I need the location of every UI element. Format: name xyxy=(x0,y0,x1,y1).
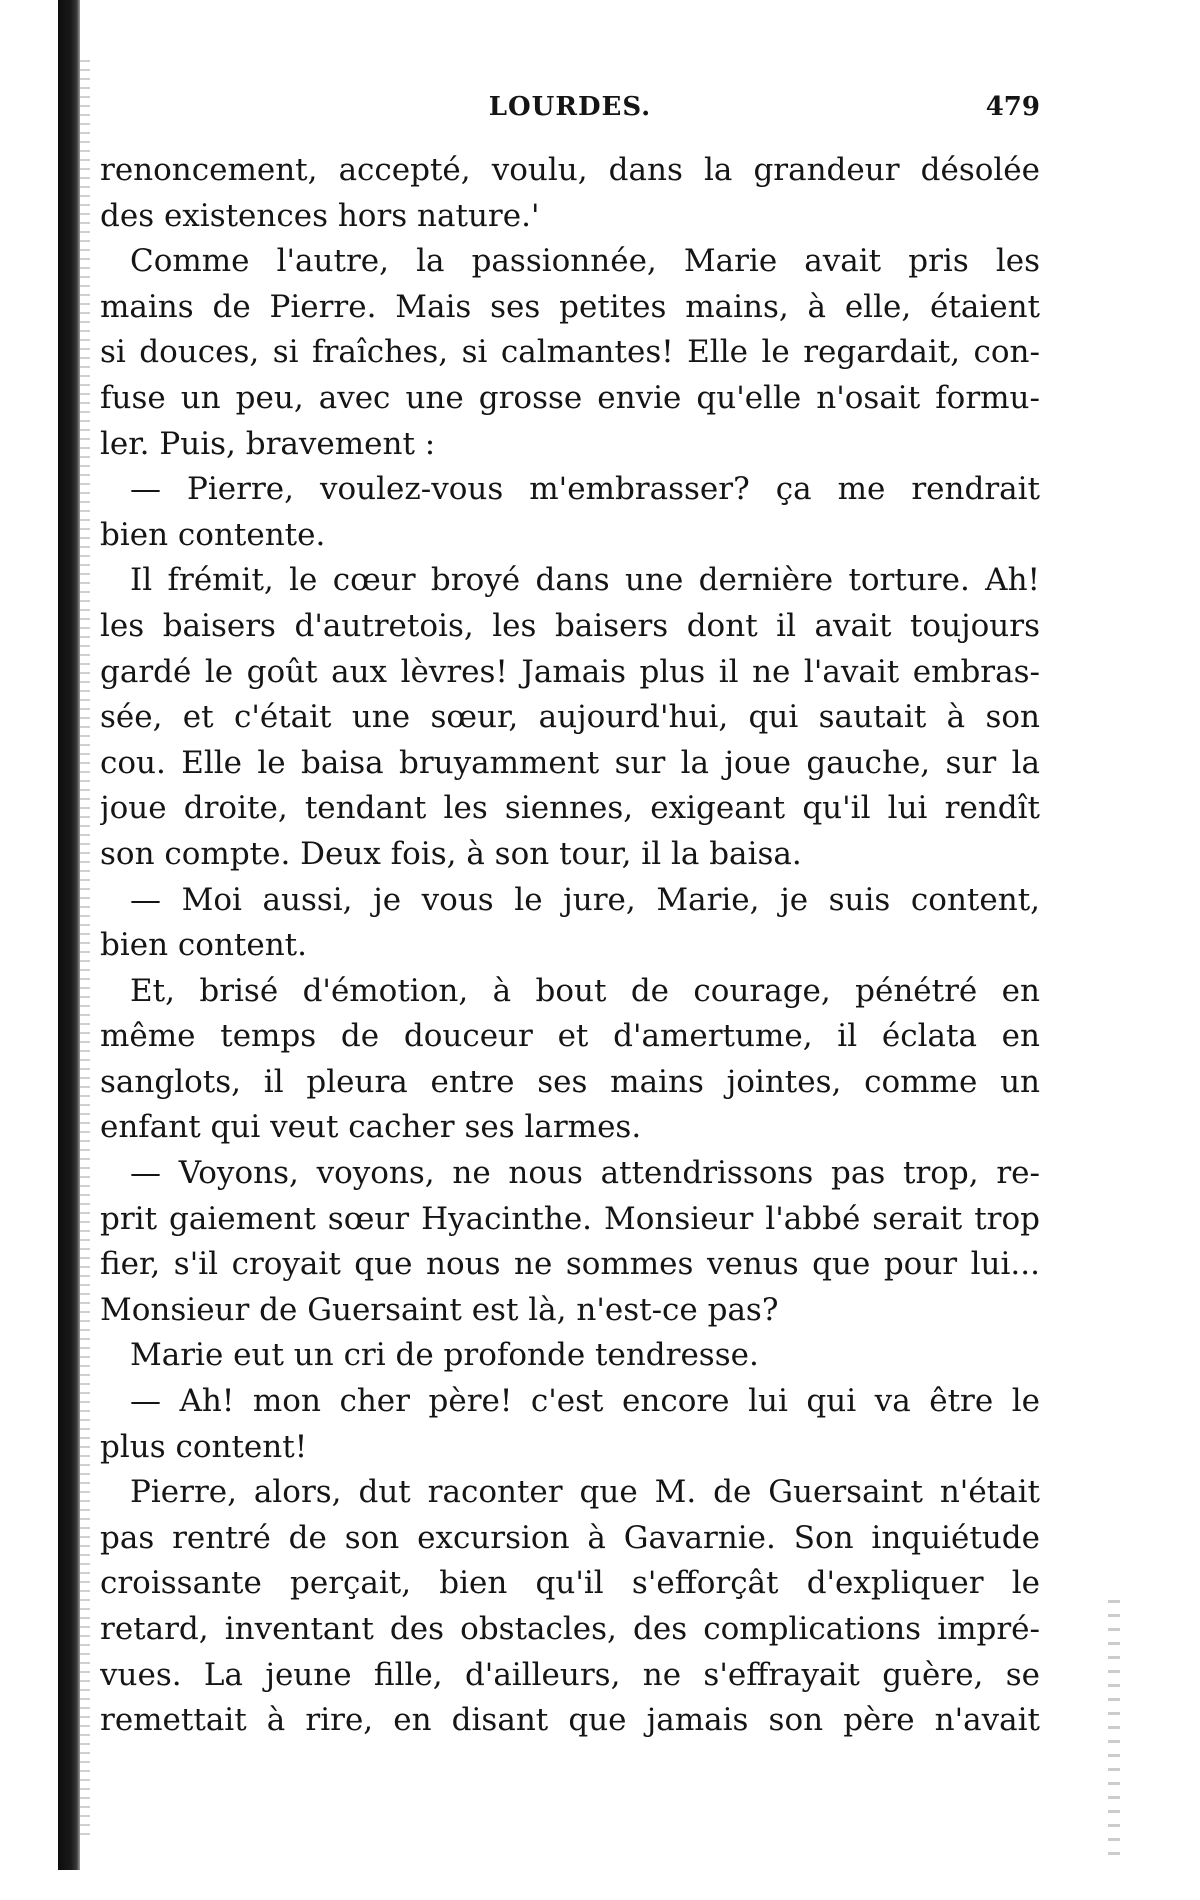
text-line: Pierre, alors, dut raconter que M. de Guersaint n'était xyxy=(130,1474,1040,1511)
text-line: des existences hors nature.' xyxy=(100,197,540,234)
text-line: enfant qui veut cacher ses larmes. xyxy=(100,1109,642,1146)
text-line: — Pierre, voulez-vous m'embrasser? ça me rendrait xyxy=(130,471,1040,508)
text-line: les baisers d'autretois, les baisers dont il avait toujours xyxy=(100,607,1040,644)
scan-margin-marks xyxy=(1108,1600,1120,1860)
text-line: croissante perçait, bien qu'il s'efforçât d'expliquer le xyxy=(100,1565,1040,1602)
text-line: retard, inventant des obstacles, des complications impré- xyxy=(100,1611,1040,1647)
text-line: prit gaiement sœur Hyacinthe. Monsieur l'abbé serait trop xyxy=(100,1200,1040,1237)
text-line: — Ah! mon cher père! c'est encore lui qui va être le xyxy=(130,1383,1040,1420)
text-line: remettait à rire, en disant que jamais son père n'avait xyxy=(100,1702,1040,1739)
page-binding-edge xyxy=(58,0,80,1870)
text-line: fier, s'il croyait que nous ne sommes venus que pour lui... xyxy=(100,1246,1040,1283)
running-title: LOURDES. xyxy=(488,92,652,122)
text-line: son compte. Deux fois, à son tour, il la baisa. xyxy=(100,835,802,872)
body-text xyxy=(100,148,1040,1744)
text-line: — Moi aussi, je vous le jure, Marie, je suis content, xyxy=(130,881,1040,918)
text-line: mains de Pierre. Mais ses petites mains, à elle, étaient xyxy=(100,288,1040,325)
binding-shadow xyxy=(80,60,90,1840)
text-line: joue droite, tendant les siennes, exigeant qu'il lui rendît xyxy=(100,790,1040,827)
text-line: si douces, si fraîches, si calmantes! Elle le regardait, con- xyxy=(100,334,1040,371)
text-line: plus content! xyxy=(100,1428,308,1465)
text-line: gardé le goût aux lèvres! Jamais plus il ne l'avait embras- xyxy=(100,653,1040,690)
text-line: même temps de douceur et d'amertume, il éclata en xyxy=(100,1018,1040,1055)
text-line: ler. Puis, bravement : xyxy=(100,425,436,462)
text-line: cou. Elle le baisa bruyamment sur la joue gauche, sur la xyxy=(100,744,1040,781)
text-line: pas rentré de son excursion à Gavarnie. Son inquiétude xyxy=(100,1519,1040,1556)
text-line: Comme l'autre, la passionnée, Marie avait pris les xyxy=(130,243,1040,280)
text-line: sanglots, il pleura entre ses mains jointes, comme un xyxy=(100,1063,1040,1100)
text-line: vues. La jeune fille, d'ailleurs, ne s'effrayait guère, se xyxy=(100,1656,1040,1693)
running-head xyxy=(100,92,1040,132)
text-line: Monsieur de Guersaint est là, n'est-ce pas? xyxy=(100,1291,779,1328)
text-line: sée, et c'était une sœur, aujourd'hui, qui sautait à son xyxy=(100,699,1040,736)
text-line: — Voyons, voyons, ne nous attendrissons pas trop, re- xyxy=(130,1155,1040,1192)
text-line: renoncement, accepté, voulu, dans la grandeur désolée xyxy=(100,152,1040,188)
text-line: bien content. xyxy=(100,927,307,964)
text-line: bien contente. xyxy=(100,516,326,553)
page-number: 479 xyxy=(985,92,1040,122)
text-line: fuse un peu, avec une grosse envie qu'elle n'osait formu- xyxy=(100,379,1040,416)
text-line: Marie eut un cri de profonde tendresse. xyxy=(130,1337,759,1374)
text-line: Et, brisé d'émotion, à bout de courage, pénétré en xyxy=(130,972,1040,1009)
text-line: Il frémit, le cœur broyé dans une dernière torture. Ah! xyxy=(130,562,1040,599)
